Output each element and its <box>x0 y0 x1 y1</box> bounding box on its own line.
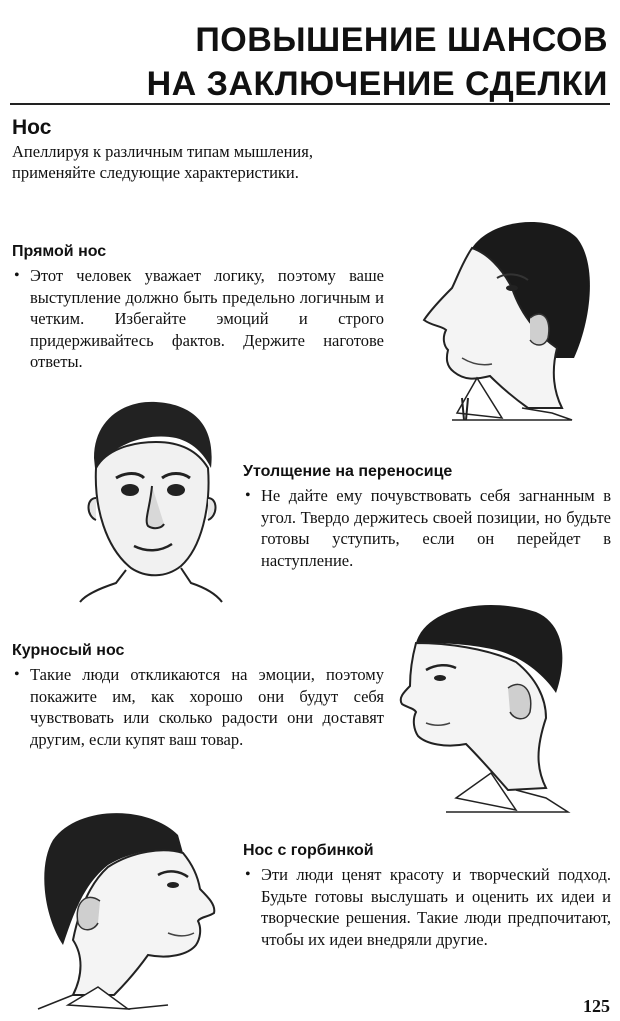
nose-type-description <box>243 485 611 571</box>
description-text: Этот человек уважает логику, поэтому ваше выступление должно быть предельно логичным и четким. Избегайте эмоций и строго придерживайтесь фактов. Держите наготове ответы. <box>30 266 384 371</box>
nose-type-heading: Прямой нос <box>12 243 107 260</box>
nose-type-straight <box>12 243 384 373</box>
bullet-marker: • <box>245 866 251 883</box>
page-number: 125 <box>583 996 610 1016</box>
bullet-marker: • <box>14 267 20 284</box>
nose-type-heading: Нос с горбинкой <box>243 842 374 859</box>
page-title <box>147 18 608 106</box>
section-intro: Апеллируя к различным типам мышления, применяйте следующие характеристики. <box>12 142 313 182</box>
section-title: Нос <box>12 116 52 139</box>
bullet-marker: • <box>245 487 251 504</box>
title-divider <box>10 103 610 105</box>
description-text: Эти люди ценят красоту и творческий подход. Будьте готовы выслушать и оценить их идеи и творческие решения. Такие люди предпочитают, чтобы их идеи внедряли другие. <box>261 865 611 949</box>
nose-type-description <box>12 664 384 750</box>
description-text: Такие люди откликаются на эмоции, поэтому покажите им, как хорошо они будут себя чувствовать или сколько радости они доставят другим, если купят ваш товар. <box>30 665 384 749</box>
man-face-front-icon <box>76 398 226 603</box>
page-title-line-1: ПОВЫШЕНИЕ ШАНСОВ <box>195 21 608 59</box>
nose-type-thick-bridge <box>243 463 611 571</box>
page-title-line-2: НА ЗАКЛЮЧЕНИЕ СДЕЛКИ <box>146 65 608 103</box>
nose-type-heading: Утолщение на переносице <box>243 463 453 480</box>
nose-type-snub <box>12 642 384 750</box>
nose-type-heading: Курносый нос <box>12 642 125 659</box>
man-profile-straight-nose-icon <box>402 208 607 423</box>
nose-type-aquiline <box>243 842 611 950</box>
nose-type-description <box>12 265 384 373</box>
man-profile-aquiline-nose-icon <box>28 805 223 1010</box>
man-profile-snub-nose-icon <box>396 598 571 818</box>
bullet-marker: • <box>14 666 20 683</box>
nose-type-description <box>243 864 611 950</box>
description-text: Не дайте ему почувствовать себя загнанным в угол. Твердо держитесь своей позиции, но будьте готовы уступить, если он перейдет в наступление. <box>261 486 611 570</box>
